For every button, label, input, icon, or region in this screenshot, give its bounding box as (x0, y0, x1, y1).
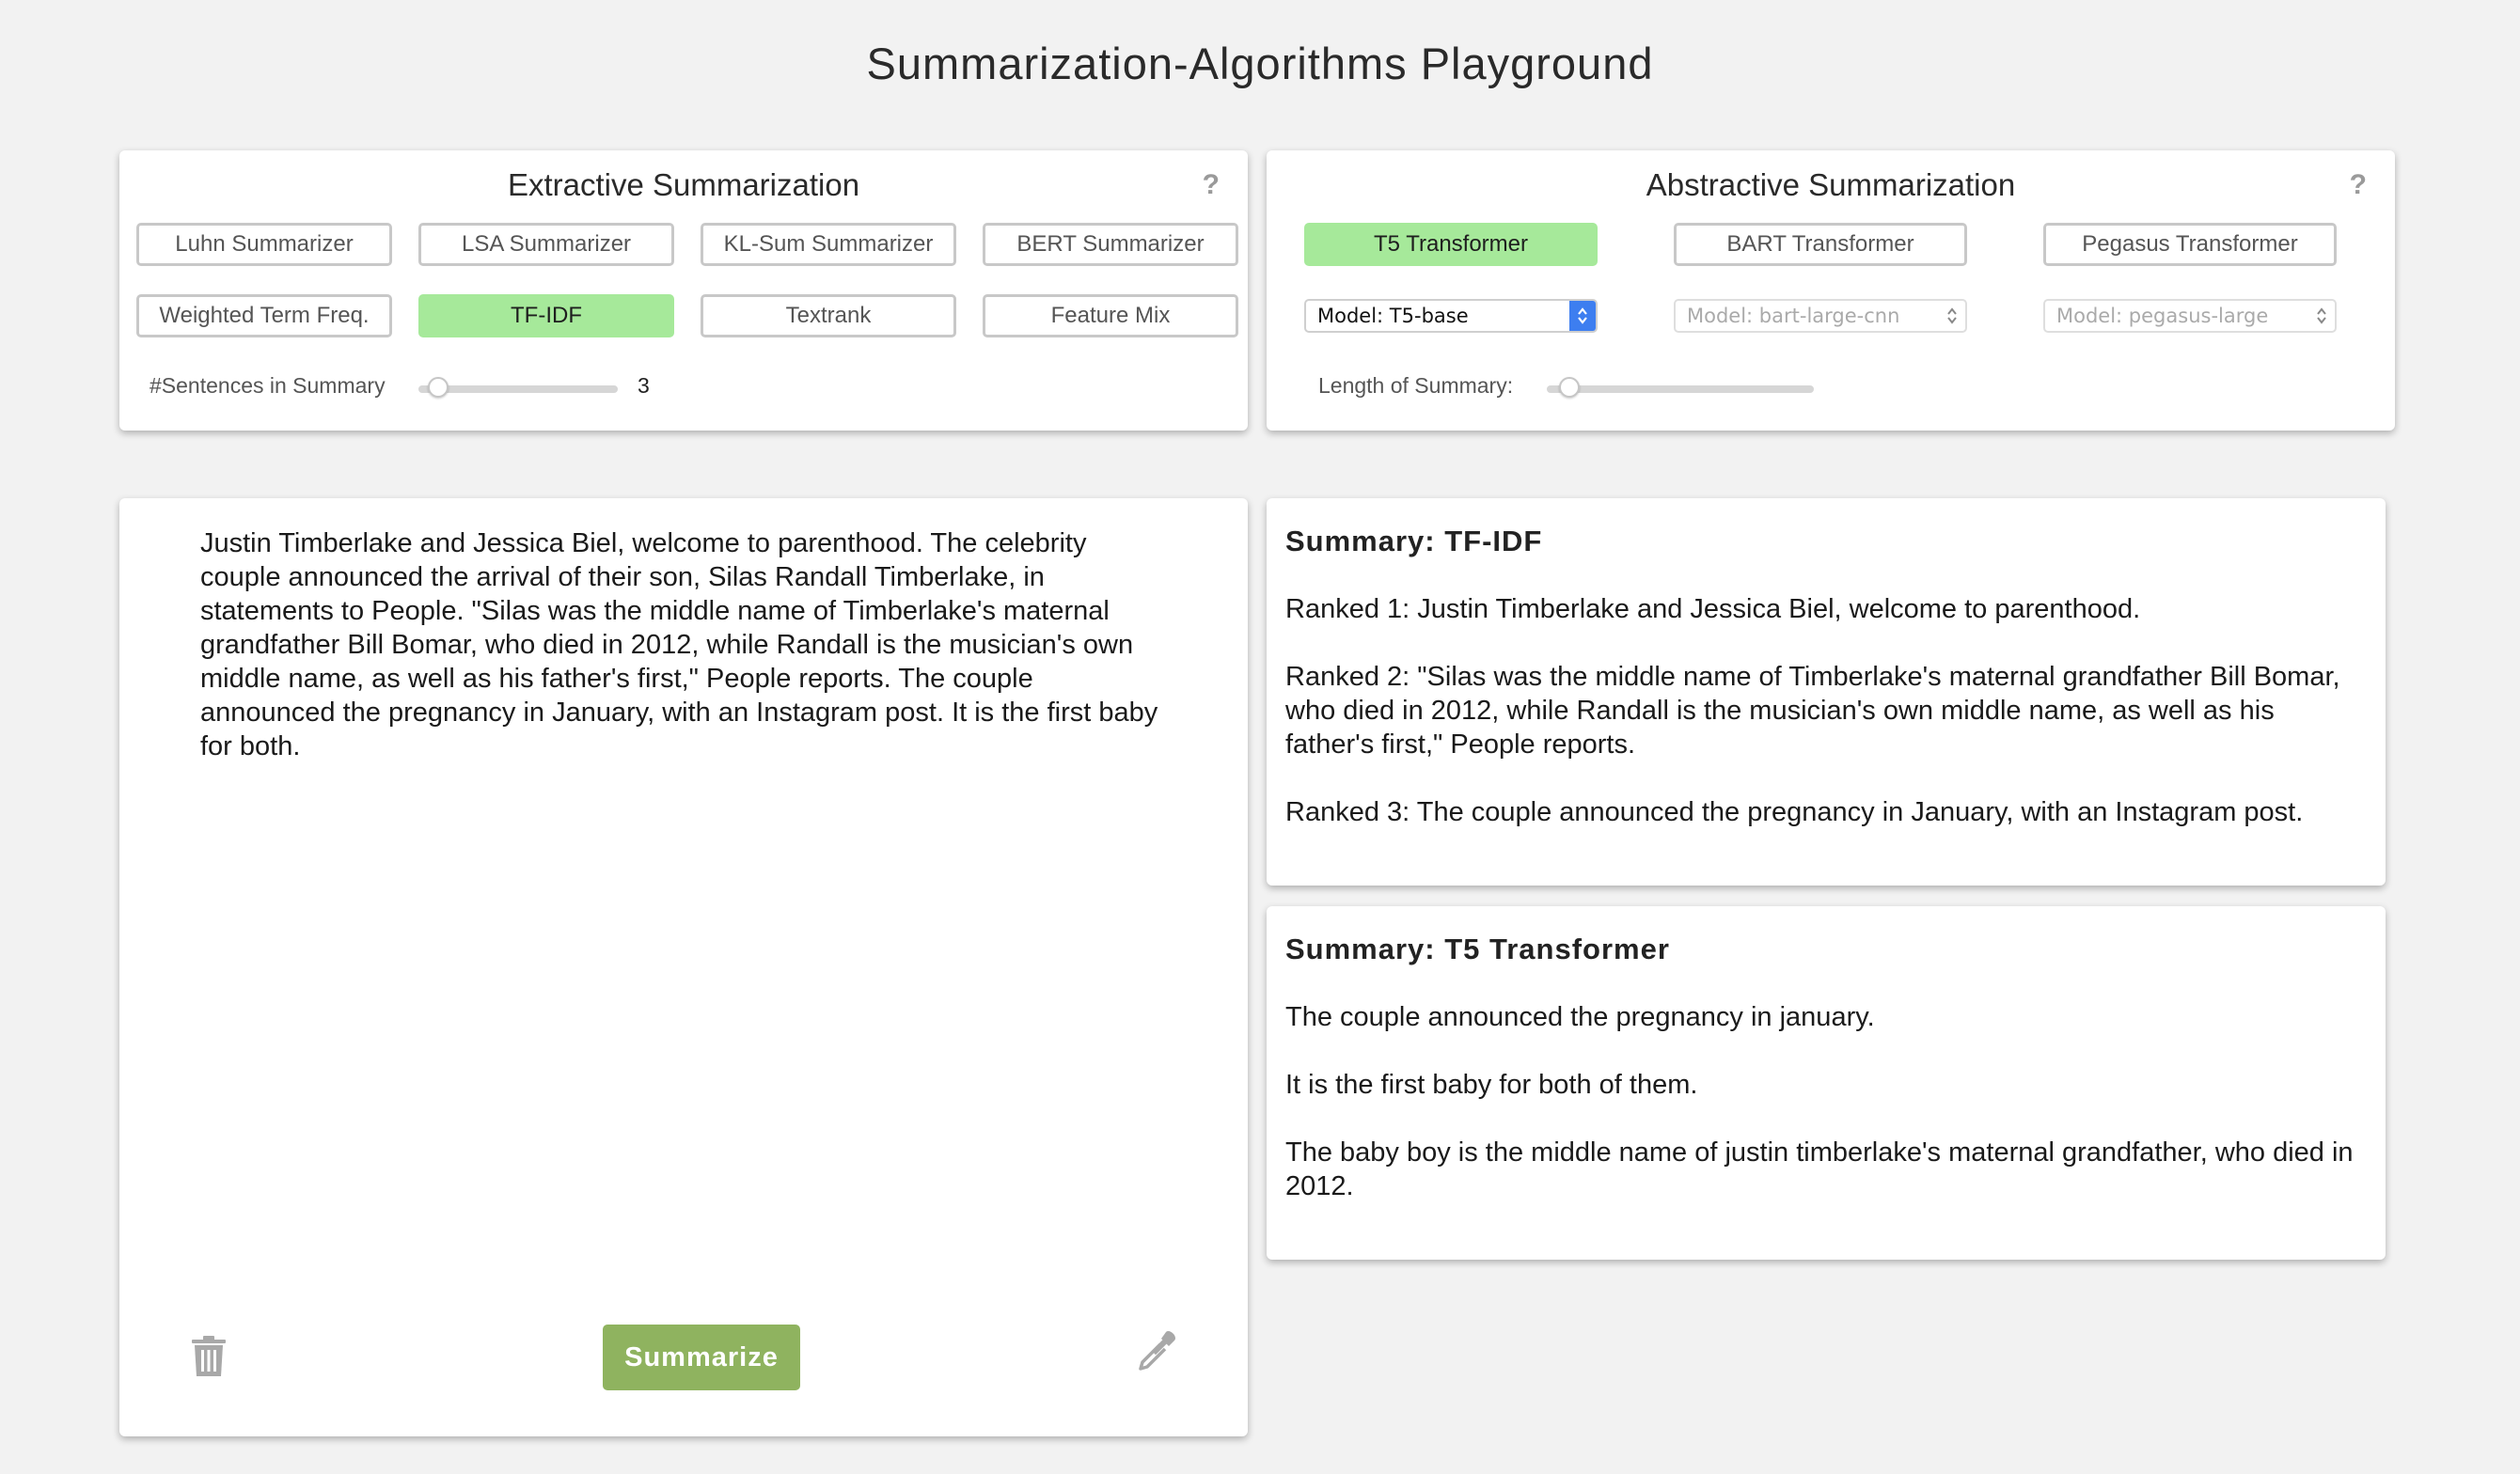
summary-line: The couple announced the pregnancy in january. (1285, 1002, 1875, 1032)
weighted-term-freq-button[interactable]: Weighted Term Freq. (136, 294, 392, 337)
luhn-summarizer-button[interactable]: Luhn Summarizer (136, 223, 392, 266)
sentences-value: 3 (638, 373, 650, 398)
abstractive-heading: Abstractive Summarization (1646, 167, 2016, 202)
pegasus-transformer-button[interactable]: Pegasus Transformer (2043, 223, 2337, 266)
input-panel (119, 498, 1248, 1436)
summary-heading: Summary: T5 Transformer (1285, 933, 1670, 965)
summary-length-label: Length of Summary: (1318, 373, 1514, 398)
input-text-area[interactable]: Justin Timberlake and Jessica Biel, welcome to parenthood. The celebrity couple announced the arrival of their son, Silas Randall Timberlake, in statements to People. "Silas was the middle name of Timberlake's maternal grandfather Bill Bomar, who died in 2012, while Randall is the musician's own middle name, as well as his father's first," People reports. The couple announced the pregnancy in January, with an Instagram post. It is the first baby for both. (200, 528, 1158, 761)
t5-model-value: Model: T5-base (1317, 305, 1469, 327)
pegasus-model-select[interactable] (2043, 299, 2337, 333)
pegasus-model-value: Model: pegasus-large (2056, 305, 2269, 327)
page-title: Summarization-Algorithms Playground (866, 39, 1654, 88)
t5-transformer-button[interactable]: T5 Transformer (1304, 223, 1598, 266)
select-arrows-icon (1939, 301, 1965, 331)
extractive-help-icon[interactable]: ? (1202, 169, 1220, 200)
bart-model-value: Model: bart-large-cnn (1687, 305, 1900, 327)
summarize-button[interactable]: Summarize (603, 1325, 800, 1390)
summary-length-slider-thumb[interactable] (1559, 377, 1580, 398)
bart-transformer-button[interactable]: BART Transformer (1674, 223, 1967, 266)
summary-line: Ranked 1: Justin Timberlake and Jessica Biel, welcome to parenthood. (1285, 594, 2141, 624)
tf-idf-button[interactable]: TF-IDF (418, 294, 674, 337)
sentences-label: #Sentences in Summary (150, 373, 386, 398)
feature-mix-button[interactable]: Feature Mix (983, 294, 1238, 337)
lsa-summarizer-button[interactable]: LSA Summarizer (418, 223, 674, 266)
eyedropper-icon[interactable] (1135, 1329, 1178, 1372)
summary-body (1285, 1000, 2367, 1237)
t5-model-select[interactable] (1304, 299, 1598, 333)
select-arrows-icon (1569, 301, 1596, 331)
extractive-panel (119, 150, 1248, 431)
summary-line: The baby boy is the middle name of justin timberlake's maternal grandfather, who died in 2012. (1285, 1137, 2354, 1201)
sentences-slider[interactable] (418, 385, 618, 393)
sentences-slider-thumb[interactable] (428, 377, 449, 398)
summary-heading: Summary: TF-IDF (1285, 525, 1543, 557)
textrank-button[interactable]: Textrank (701, 294, 956, 337)
summary-line: It is the first baby for both of them. (1285, 1070, 1698, 1100)
summary-panel-t5-transformer (1267, 906, 2386, 1260)
extractive-heading: Extractive Summarization (507, 167, 860, 202)
select-arrows-icon (2308, 301, 2335, 331)
summary-length-slider[interactable] (1547, 385, 1814, 393)
abstractive-panel (1267, 150, 2395, 431)
bart-model-select[interactable] (1674, 299, 1967, 333)
kl-sum-summarizer-button[interactable]: KL-Sum Summarizer (701, 223, 956, 266)
summary-body (1285, 592, 2367, 863)
trash-icon[interactable] (190, 1335, 228, 1378)
bert-summarizer-button[interactable]: BERT Summarizer (983, 223, 1238, 266)
summary-panel-tf-idf (1267, 498, 2386, 886)
abstractive-help-icon[interactable]: ? (2349, 169, 2367, 200)
summary-line: Ranked 2: "Silas was the middle name of Timberlake's maternal grandfather Bill Bomar, who died in 2012, while Randall is the musician's own middle name, as well as his father's first," People reports. (1285, 662, 2340, 760)
summary-line: Ranked 3: The couple announced the pregnancy in January, with an Instagram post. (1285, 797, 2304, 827)
